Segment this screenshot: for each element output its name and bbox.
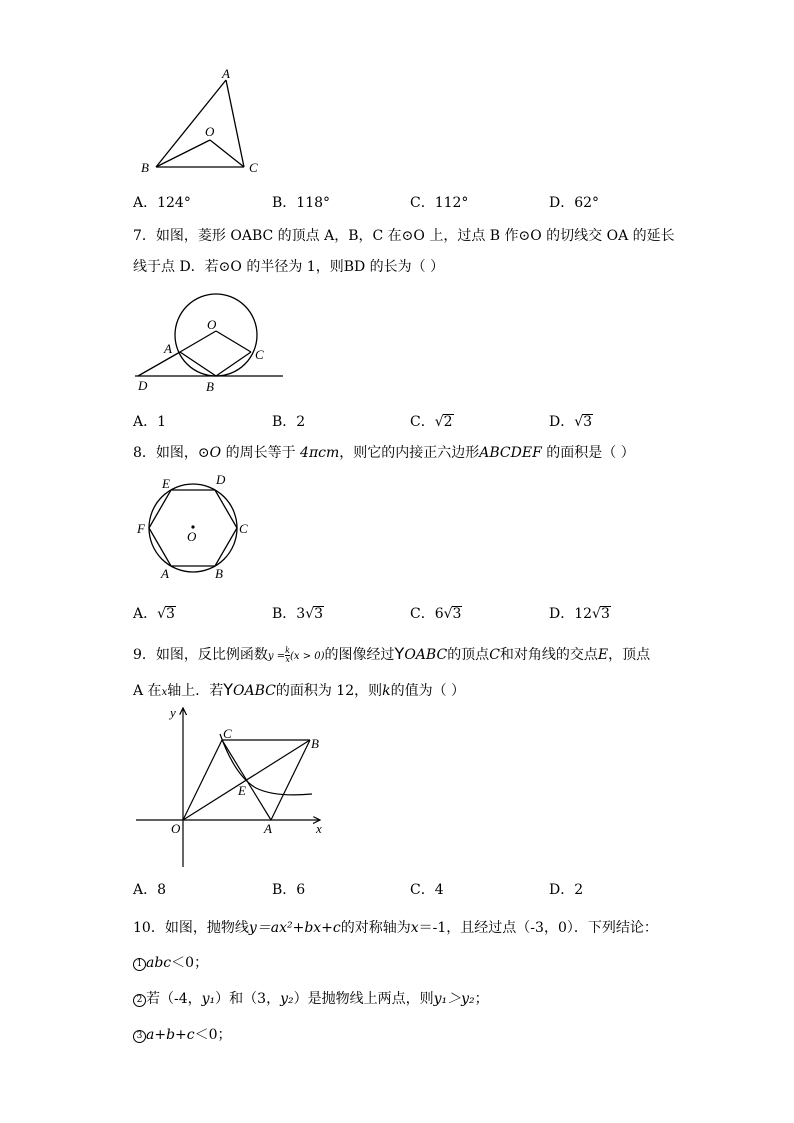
q10-statement-3	[133, 1024, 232, 1044]
q6-option-a: A．124°	[133, 195, 191, 211]
q10-statement-3-rel: ＜0；	[194, 1027, 232, 1043]
q9-l2-k: k	[382, 683, 391, 699]
q6-segment-ab	[156, 80, 226, 167]
q8-stem-mid1: 的周长等于	[221, 445, 301, 461]
q9-option-a: A．8	[133, 882, 167, 898]
q8-label-d: D	[216, 472, 226, 487]
q8-option-d-radicand: 3	[600, 606, 610, 622]
q8-stem-circumference: 4πcm	[300, 445, 340, 461]
q9-label-e: E	[238, 783, 246, 798]
q9-l1-e: ，顶点	[608, 647, 651, 663]
q8-stem-post: 的面积是（ ）	[541, 445, 635, 461]
q10-l1-b: 的对称轴为	[340, 920, 411, 936]
q6-option-b: B．118°	[272, 195, 331, 211]
q8-option-d: D．12√3	[549, 606, 610, 622]
q8-stem-hexagon: ABCDEF	[479, 445, 542, 461]
q6-option-c: C．112°	[410, 195, 469, 211]
q9-l1-b: 的图像经过	[324, 647, 395, 663]
q10-statement-1-expr: abc	[146, 955, 172, 971]
q7-option-d: D．√3	[549, 414, 593, 430]
q9-stem-line2	[133, 680, 465, 700]
q6-label-c: C	[249, 160, 258, 175]
q8-option-c-radicand: 3	[452, 606, 462, 622]
q9-l1-cond: (x > 0)	[290, 651, 325, 662]
q8-option-b-radicand: 3	[314, 606, 324, 622]
q8-label-c: C	[239, 521, 248, 536]
q7-option-a: A．1	[133, 414, 167, 430]
q10-s2-a: 若（-4，	[146, 991, 202, 1007]
q10-statement-2-number: 2	[133, 994, 146, 1007]
q10-statement-2	[133, 988, 489, 1008]
q10-s2-c: ）是抛物线上两点，则	[293, 991, 434, 1007]
q9-l1-E: E	[597, 647, 609, 663]
q9-fraction-num: k	[285, 645, 290, 655]
q7-label-b: B	[206, 379, 214, 394]
q7-label-d: D	[138, 378, 148, 393]
q9-option-c: C．4	[410, 882, 444, 898]
q9-label-o: O	[171, 821, 181, 836]
q8-option-b-prefix: B．3	[272, 606, 306, 622]
q8-option-c: C．6√3	[410, 606, 462, 622]
q9-l2-x: x	[161, 687, 168, 698]
q9-label-a: A	[264, 821, 272, 836]
q10-l1-a: 10．如图，抛物线	[133, 920, 249, 936]
q6-label-o: O	[205, 124, 215, 139]
q9-l1-c: 的顶点	[447, 647, 490, 663]
q8-stem-o: O	[209, 445, 222, 461]
q8-stem-mid2: ，则它的内接正六边形	[339, 445, 480, 461]
q7-option-c: C．√2	[410, 414, 453, 430]
q7-segment-da	[138, 352, 180, 376]
q8-option-c-prefix: C．6	[410, 606, 444, 622]
q9-label-x: x	[316, 821, 322, 836]
q7-figure	[130, 290, 290, 396]
q10-stem	[133, 917, 658, 937]
q10-l1-c: ＝-1，且经过点（-3，0）．下列结论：	[418, 920, 658, 936]
q9-l2-d: 的值为（ ）	[390, 683, 466, 699]
q8-label-a: A	[161, 566, 169, 581]
q7-label-a: A	[164, 341, 172, 356]
q8-option-a-prefix: A．	[133, 606, 158, 622]
q7-option-b: B．2	[272, 414, 306, 430]
q9-l1-y: y =	[267, 651, 286, 662]
q6-segment-ac	[226, 80, 244, 167]
q8-figure	[132, 472, 254, 584]
q9-label-y: y	[170, 705, 176, 720]
q10-statement-3-expr: a+b+c	[146, 1027, 195, 1043]
q7-segment-oa	[180, 331, 216, 352]
q9-l2-a: A 在	[133, 683, 162, 699]
q8-label-f: F	[137, 521, 145, 536]
q10-statement-1-number: 1	[133, 958, 146, 971]
q7-option-d-radicand: 3	[583, 414, 593, 430]
q6-segment-ob	[156, 140, 210, 167]
q8-label-b: B	[215, 566, 223, 581]
q8-label-e: E	[162, 476, 170, 491]
q9-figure	[130, 702, 330, 872]
q6-figure	[130, 66, 270, 180]
q8-label-o: O	[187, 529, 197, 544]
q10-equation: y＝ax²+bx+c	[248, 920, 341, 936]
q10-s2-d: ；	[474, 991, 489, 1007]
q7-label-o: O	[207, 317, 217, 332]
q9-l1-oabc: OABC	[404, 647, 448, 663]
q8-stem	[133, 442, 635, 462]
q10-s2-b: ）和（3，	[215, 991, 281, 1007]
q10-s2-y2: y₂	[280, 991, 294, 1007]
q7-stem-line1: 7．如图，菱形 OABC 的顶点 A，B，C 在⊙O 上，过点 B 作⊙O 的切线交 OA 的延长	[133, 228, 675, 244]
q9-parallelogram-symbol-2: Y	[223, 680, 233, 699]
q7-stem-line2: 线于点 D．若⊙O 的半径为 1，则BD 的长为（ ）	[133, 259, 445, 275]
q10-l1-x: x	[410, 920, 419, 936]
q10-s2-y1: y₁	[201, 991, 216, 1007]
q9-l2-b: 轴上．若	[167, 683, 224, 699]
q8-option-b: B．3√3	[272, 606, 324, 622]
q10-statement-1-rel: ＜0；	[171, 955, 209, 971]
q10-statement-1	[133, 952, 208, 972]
q7-segment-oc	[216, 331, 251, 352]
q9-label-b: B	[311, 736, 319, 751]
q6-option-d: D．62°	[549, 195, 600, 211]
q6-label-b: B	[141, 160, 149, 175]
q10-s2-rel: y₁＞y₂	[433, 991, 475, 1007]
q8-option-a: A．√3	[133, 606, 175, 622]
q8-option-d-prefix: D．12	[549, 606, 593, 622]
q8-stem-pre: 8．如图，⊙	[133, 445, 210, 461]
q9-l1-C: C	[489, 647, 500, 663]
q9-option-d: D．2	[549, 882, 584, 898]
q9-l1-a: 9．如图，反比例函数	[133, 647, 268, 663]
q9-label-c: C	[223, 726, 232, 741]
q9-option-b: B．6	[272, 882, 306, 898]
q8-option-a-radicand: 3	[166, 606, 175, 622]
q9-parallelogram-symbol: Y	[394, 644, 405, 663]
q9-stem-line1	[133, 644, 650, 664]
q6-label-a: A	[222, 66, 230, 81]
q7-option-c-prefix: C．	[410, 414, 435, 430]
q7-label-c: C	[255, 347, 264, 362]
q7-option-c-radicand: 2	[443, 414, 453, 430]
q9-l2-c: 的面积为 12，则	[275, 683, 383, 699]
q10-statement-3-number: 3	[133, 1030, 146, 1043]
q9-l1-d: 和对角线的交点	[499, 647, 598, 663]
q9-fraction-den: x	[285, 654, 290, 664]
q7-circle	[175, 294, 257, 376]
q9-l2-oabc: OABC	[232, 683, 276, 699]
q7-option-d-prefix: D．	[549, 414, 575, 430]
